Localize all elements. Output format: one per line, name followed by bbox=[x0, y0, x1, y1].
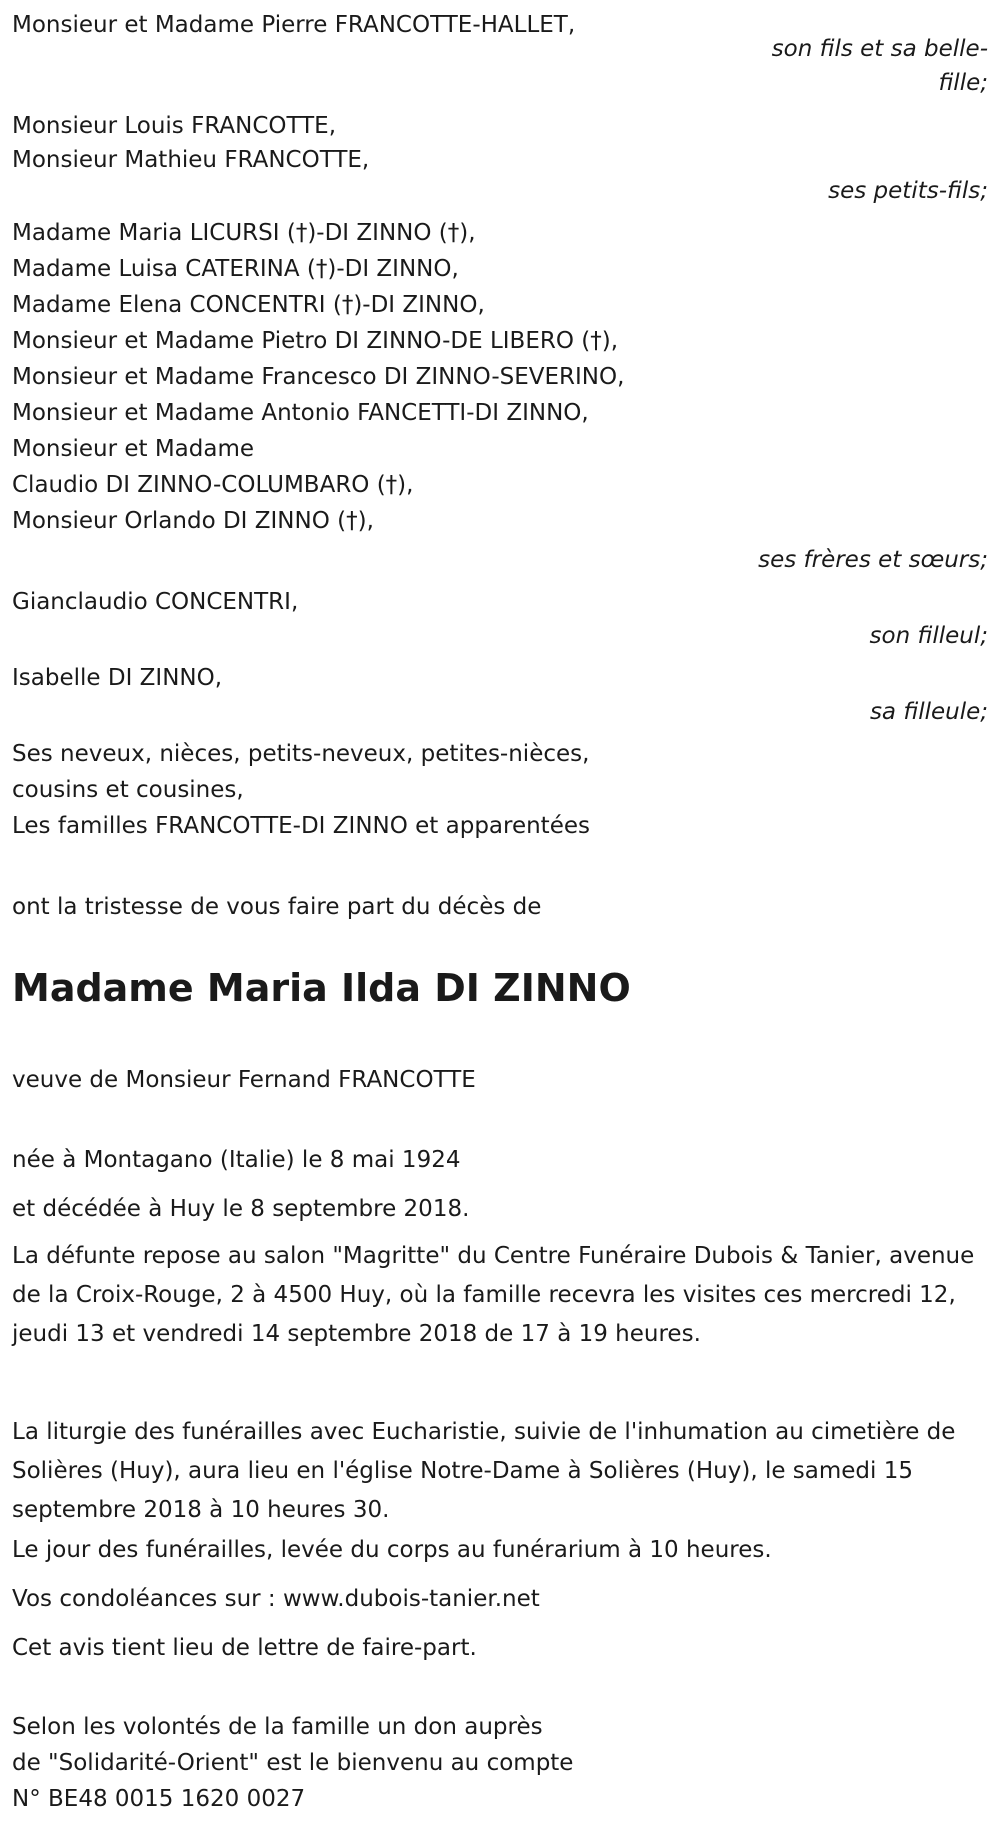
deceased-name: Madame Maria Ilda DI ZINNO bbox=[12, 966, 631, 1010]
family-line-17: Les familles FRANCOTTE-DI ZINNO et apparentées bbox=[12, 813, 590, 839]
birth-text: née à Montagano (Italie) le 8 mai 1924 bbox=[12, 1147, 461, 1173]
liturgy-paragraph: La liturgie des funérailles avec Eucharistie, suivie de l'inhumation au cimetière de Solières (Huy), aura lieu en l'église Notre-Dame à Solières (Huy), le samedi 15 septembre 2018 à 10 heures 30. bbox=[12, 1419, 956, 1523]
donation-line-2: de "Solidarité-Orient" est le bienvenu au compte bbox=[12, 1750, 574, 1776]
family-line-14: Isabelle DI ZINNO, bbox=[12, 665, 223, 691]
announce-text: ont la tristesse de vous faire part du décès de bbox=[12, 894, 542, 920]
faire-part-text: Cet avis tient lieu de lettre de faire-part. bbox=[12, 1635, 477, 1661]
family-line-1: Monsieur et Madame Pierre FRANCOTTE-HALLET, bbox=[12, 12, 576, 38]
donation-line-1: Selon les volontés de la famille un don auprès bbox=[12, 1714, 543, 1740]
family-line-11: Claudio DI ZINNO-COLUMBARO (†), bbox=[12, 472, 414, 498]
rest-paragraph: La défunte repose au salon "Magritte" du Centre Funéraire Dubois & Tanier, avenue de la Croix-Rouge, 2 à 4500 Huy, où la famille recevra les visites ces mercredi 12, jeudi 13 et vendredi 14 septembre 2018 de 17 à 19 heures. bbox=[12, 1243, 975, 1347]
relation-godson: son filleul; bbox=[869, 623, 988, 649]
family-line-2: Monsieur Louis FRANCOTTE, bbox=[12, 113, 337, 139]
family-line-5: Madame Luisa CATERINA (†)-DI ZINNO, bbox=[12, 256, 459, 282]
family-line-15: Ses neveux, nièces, petits-neveux, petites-nièces, bbox=[12, 741, 590, 767]
widow-text: veuve de Monsieur Fernand FRANCOTTE bbox=[12, 1067, 476, 1093]
death-text: et décédée à Huy le 8 septembre 2018. bbox=[12, 1196, 470, 1222]
family-line-9: Monsieur et Madame Antonio FANCETTI-DI ZINNO, bbox=[12, 400, 589, 426]
family-line-13: Gianclaudio CONCENTRI, bbox=[12, 589, 299, 615]
family-line-12: Monsieur Orlando DI ZINNO (†), bbox=[12, 508, 374, 534]
family-line-3: Monsieur Mathieu FRANCOTTE, bbox=[12, 147, 370, 173]
family-line-6: Madame Elena CONCENTRI (†)-DI ZINNO, bbox=[12, 292, 485, 318]
family-line-16: cousins et cousines, bbox=[12, 777, 244, 803]
relation-siblings: ses frères et sœurs; bbox=[758, 547, 988, 573]
family-line-4: Madame Maria LICURSI (†)-DI ZINNO (†), bbox=[12, 220, 476, 246]
family-line-10: Monsieur et Madame bbox=[12, 436, 255, 462]
family-line-8: Monsieur et Madame Francesco DI ZINNO-SEVERINO, bbox=[12, 364, 625, 390]
family-line-7: Monsieur et Madame Pietro DI ZINNO-DE LIBERO (†), bbox=[12, 328, 619, 354]
condolences-text: Vos condoléances sur : www.dubois-tanier.net bbox=[12, 1586, 540, 1612]
relation-son: son fils et sa belle- bbox=[771, 36, 988, 62]
relation-goddaughter: sa filleule; bbox=[869, 699, 988, 725]
donation-line-3: N° BE48 0015 1620 0027 bbox=[12, 1786, 306, 1812]
levee-text: Le jour des funérailles, levée du corps au funérarium à 10 heures. bbox=[12, 1537, 772, 1563]
relation-grandsons: ses petits-fils; bbox=[828, 178, 988, 204]
relation-son-cont: fille; bbox=[938, 70, 988, 96]
